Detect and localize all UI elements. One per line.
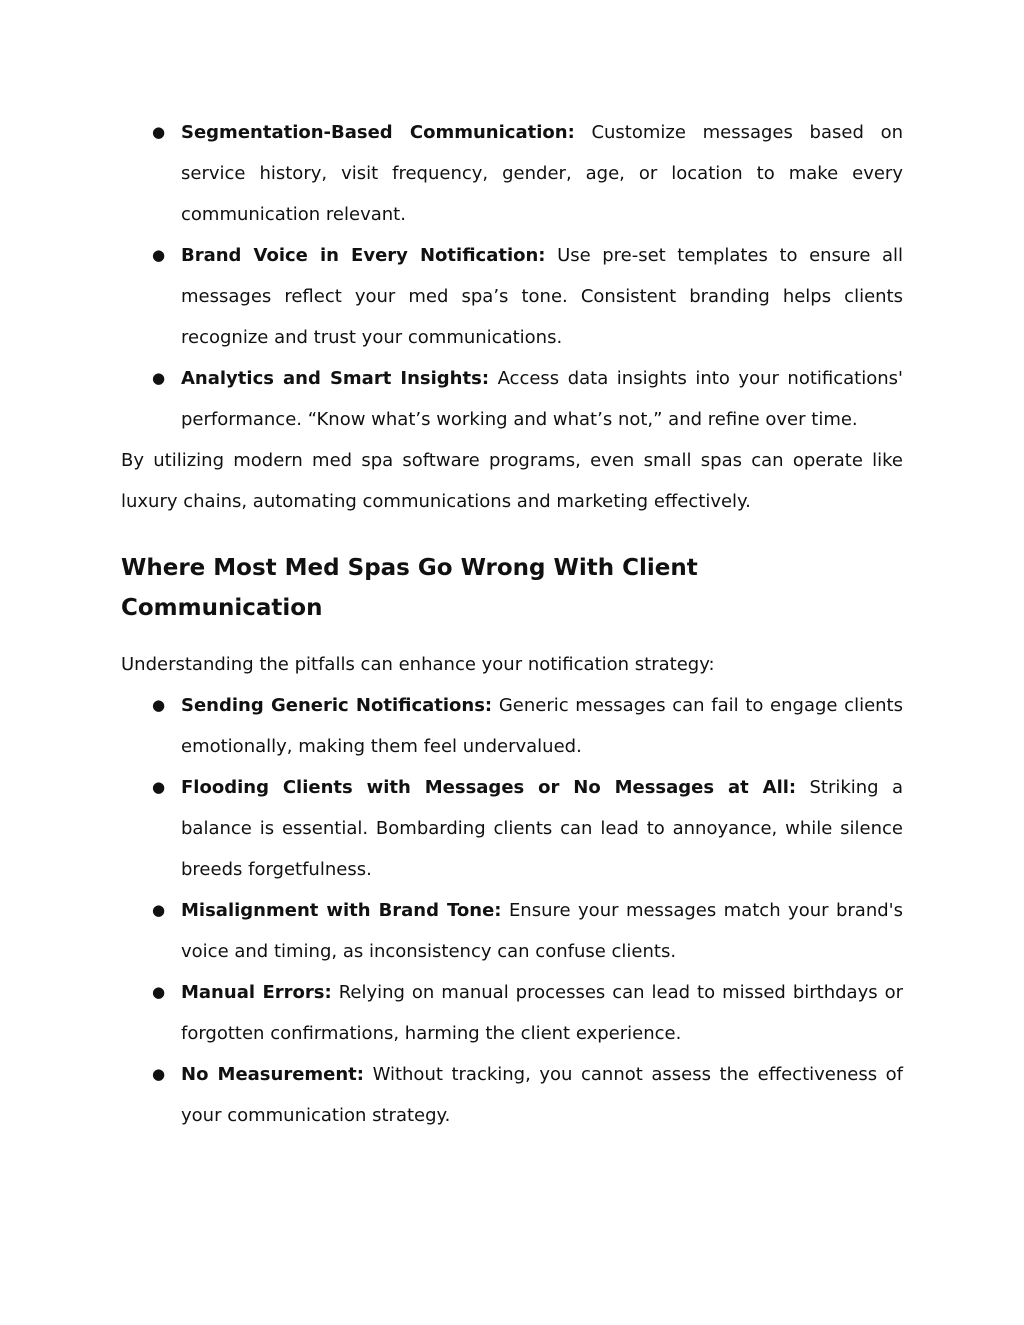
item-text: Use pre-set templates to ensure all messages reflect your med spa’s tone. Consistent branding helps clients recognize and trust your communications. xyxy=(181,245,904,348)
item-term: Manual Errors: xyxy=(181,982,332,1003)
list-item xyxy=(121,767,903,890)
bullet-icon: ● xyxy=(152,246,166,264)
document-page xyxy=(121,112,903,1136)
bullet-icon: ● xyxy=(152,123,166,141)
bullet-icon: ● xyxy=(152,901,166,919)
item-term: Misalignment with Brand Tone: xyxy=(181,900,502,921)
item-text: Customize messages based on service history, visit frequency, gender, age, or location to make every communication relevant. xyxy=(181,122,903,225)
item-term: Flooding Clients with Messages or No Messages at All: xyxy=(181,777,797,798)
item-term: Sending Generic Notifications: xyxy=(181,695,493,716)
item-text: Generic messages can fail to engage clients emotionally, making them feel undervalued. xyxy=(181,695,903,757)
item-term: Analytics and Smart Insights: xyxy=(181,368,490,389)
bullet-icon: ● xyxy=(152,778,166,796)
bullet-icon: ● xyxy=(152,983,166,1001)
bullet-icon: ● xyxy=(152,369,166,387)
features-list xyxy=(121,112,903,440)
list-item xyxy=(121,235,903,358)
list-item xyxy=(121,890,903,972)
list-item xyxy=(121,358,903,440)
bullet-icon: ● xyxy=(152,696,166,714)
item-text: Access data insights into your notifications' performance. “Know what’s working and what’s not,” and refine over time. xyxy=(181,368,903,430)
item-text: Striking a balance is essential. Bombarding clients can lead to annoyance, while silence breeds forgetfulness. xyxy=(181,777,903,880)
section-heading: Where Most Med Spas Go Wrong With Client Communication xyxy=(121,555,698,621)
pitfalls-list xyxy=(121,685,903,1136)
item-term: Brand Voice in Every Notification: xyxy=(181,245,546,266)
section-intro: Understanding the pitfalls can enhance your notification strategy: xyxy=(121,654,715,675)
body-paragraph: By utilizing modern med spa software programs, even small spas can operate like luxury chains, automating communications and marketing effectively. xyxy=(121,450,903,512)
item-text: Relying on manual processes can lead to missed birthdays or forgotten confirmations, harming the client experience. xyxy=(181,982,903,1044)
item-text: Ensure your messages match your brand's voice and timing, as inconsistency can confuse clients. xyxy=(181,900,903,962)
list-item xyxy=(121,112,903,235)
list-item xyxy=(121,685,903,767)
item-term: No Measurement: xyxy=(181,1064,364,1085)
item-text: Without tracking, you cannot assess the effectiveness of your communication strategy. xyxy=(181,1064,903,1126)
list-item xyxy=(121,1054,903,1136)
bullet-icon: ● xyxy=(152,1065,166,1083)
item-term: Segmentation-Based Communication: xyxy=(181,122,575,143)
list-item xyxy=(121,972,903,1054)
